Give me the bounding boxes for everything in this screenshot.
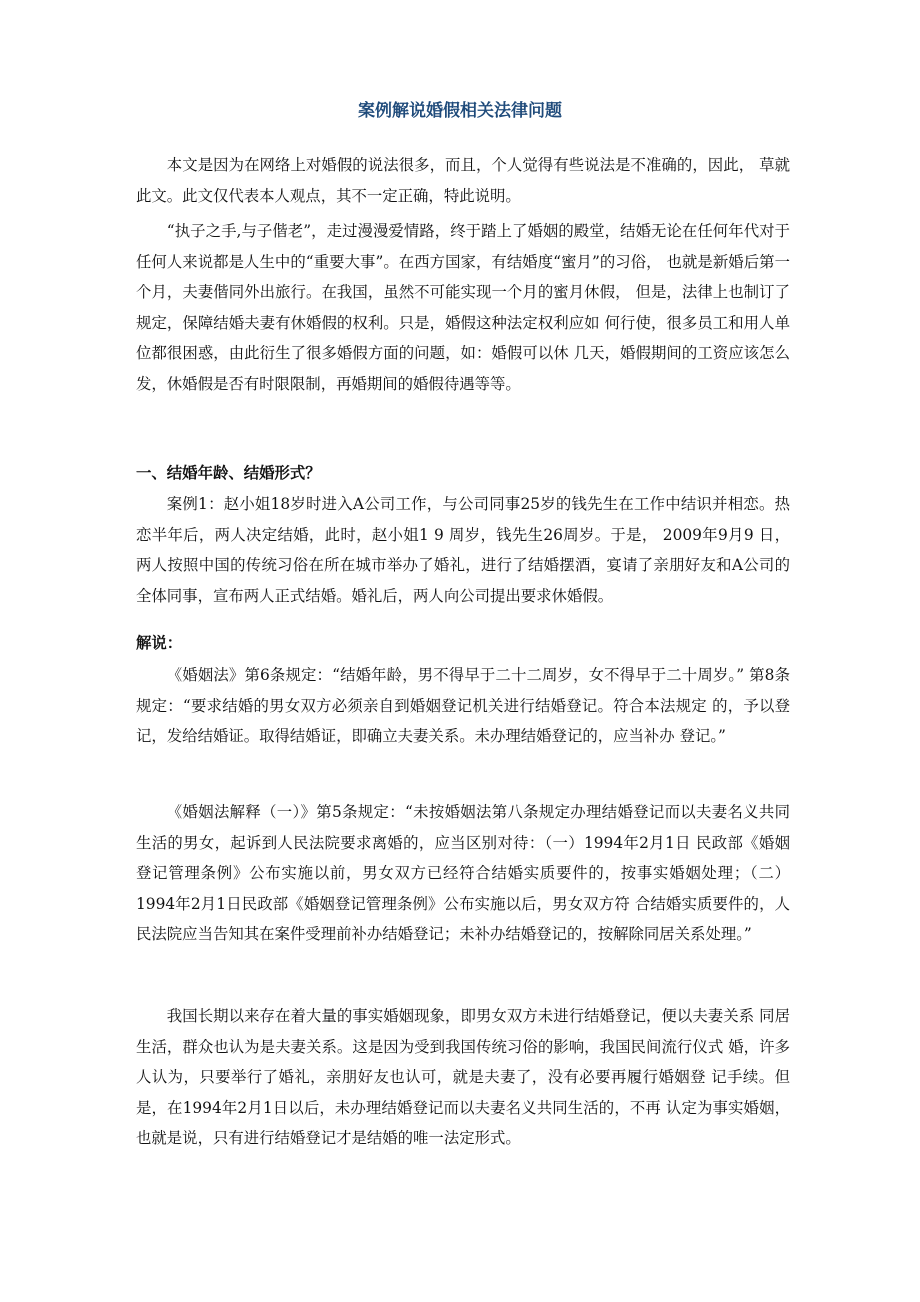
- intro-paragraph: 本文是因为在网络上对婚假的说法很多，而且，个人觉得有些说法是不准确的，因此， 草就此文。此文仅代表本人观点，其不一定正确，特此说明。: [136, 156, 790, 205]
- explanation-heading: 解说：: [136, 634, 183, 652]
- section-heading-marriage-age: 一、结婚年龄、结婚形式？: [136, 464, 321, 482]
- judicial-interpretation-paragraph: 《婚姻法解释（一）》第5条规定：“未按婚姻法第八条规定办理结婚登记而以夫妻名义共同生活的男女，起诉到人民法院要求离婚的，应当区别对待：（一）1994年2月1日 民政部《婚姻登记管理条例》公布实施以前，男女双方已经符合结婚实质要件的，按事实婚姻处理；（二）1994年2月1日民政部《婚姻登记管理条例》公布实施以后，男女双方符 合结婚实质要件的，人民法院应当告知其在案件受理前补办结婚登记；未补办结婚登记的，按解除同居关系处理。”: [136, 803, 790, 944]
- case1-paragraph: 案例1：赵小姐18岁时进入A公司工作，与公司同事25岁的钱先生在工作中结识并相恋。热恋半年后，两人决定结婚，此时，赵小姐1 9 周岁，钱先生26周岁。于是， 2009年9月9 日，两人按照中国的传统习俗在所在城市举办了婚礼，进行了结婚摆酒，宴请了亲朋好友和A公司的全体同事，宣布两人正式结婚。婚礼后，两人向公司提出要求休婚假。: [136, 495, 790, 605]
- analysis-paragraph: 我国长期以来存在着大量的事实婚姻现象，即男女双方未进行结婚登记，便以夫妻关系 同居生活，群众也认为是夫妻关系。这是因为受到我国传统习俗的影响，我国民间流行仪式 婚，许多人认为，只要举行了婚礼，亲朋好友也认可，就是夫妻了，没有必要再履行婚姻登 记手续。但是，在1994年2月1日以后，未办理结婚登记而以夫妻名义共同生活的，不再 认定为事实婚姻，也就是说，只有进行结婚登记才是结婚的唯一法定形式。: [136, 1007, 790, 1148]
- document-title: 案例解说婚假相关法律问题: [358, 101, 562, 121]
- law-article-paragraph: 《婚姻法》第6条规定：“结婚年龄，男不得早于二十二周岁，女不得早于二十周岁。” 第8条规定：“要求结婚的男女双方必须亲自到婚姻登记机关进行结婚登记。符合本法规定 的，予以登记，发给结婚证。取得结婚证，即确立夫妻关系。未办理结婚登记的，应当补办 登记。”: [136, 666, 790, 746]
- background-paragraph: “执子之手,与子偕老”，走过漫漫爱情路，终于踏上了婚姻的殿堂，结婚无论在任何年代对于任何人来说都是人生中的“重要大事”。在西方国家，有结婚度“蜜月”的习俗， 也就是新婚后第一个月，夫妻偕同外出旅行。在我国，虽然不可能实现一个月的蜜月休假， 但是，法律上也制订了规定，保障结婚夫妻有休婚假的权利。只是，婚假这种法定权利应如 何行使，很多员工和用人单位都很困惑，由此衍生了很多婚假方面的问题，如：婚假可以休 几天，婚假期间的工资应该怎么发，休婚假是否有时限限制，再婚期间的婚假待遇等等。: [136, 222, 790, 393]
